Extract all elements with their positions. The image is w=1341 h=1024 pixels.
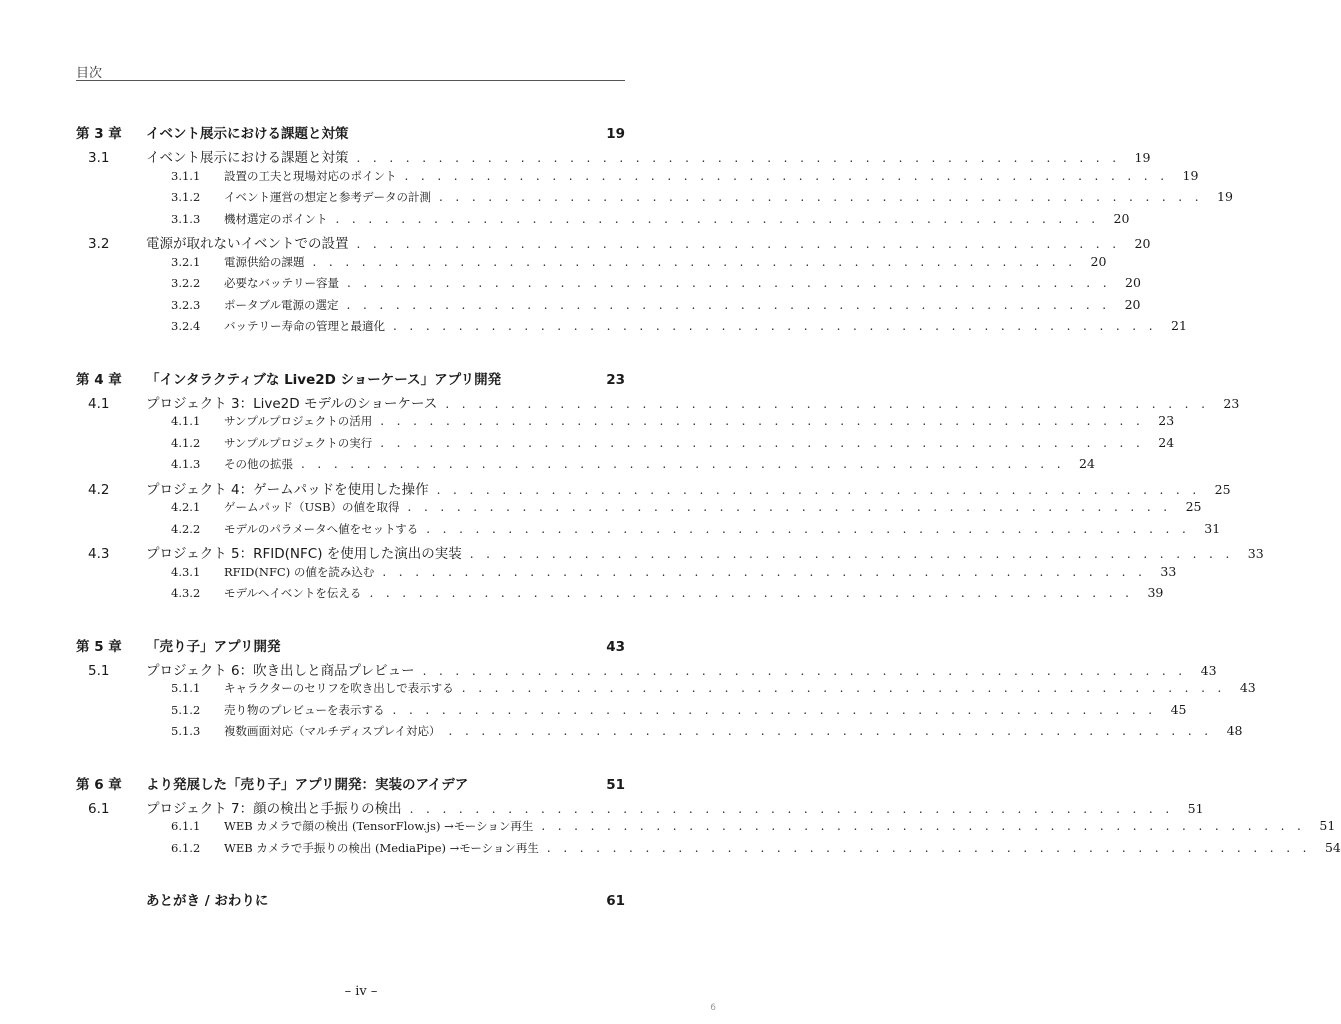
chapter-page: 19 bbox=[606, 126, 625, 142]
subsection-number: 3.1.1 bbox=[171, 168, 201, 183]
subsection-page: 33 bbox=[1160, 563, 1177, 579]
toc-subsection-entry[interactable] bbox=[76, 210, 1130, 233]
toc-subsection-entry[interactable] bbox=[76, 318, 1187, 340]
subsection-title: 売り物のプレビューを表示する bbox=[224, 702, 385, 717]
toc-chapter-entry[interactable] bbox=[76, 368, 625, 392]
chapter-title: 「売り子」アプリ開発 bbox=[146, 638, 281, 655]
subsection-title: キャラクターのセリフを吹き出しで表示する bbox=[224, 681, 454, 695]
subsection-number: 3.1.3 bbox=[171, 211, 201, 226]
toc-subsection-entry[interactable] bbox=[76, 818, 1336, 840]
subsection-page: 24 bbox=[1079, 456, 1095, 471]
toc-subsection-entry[interactable] bbox=[76, 499, 1202, 521]
chapter-number: 第 4 章 bbox=[76, 371, 122, 388]
subsection-page: 21 bbox=[1171, 318, 1187, 333]
subsection-title: 機材選定のポイント bbox=[224, 211, 328, 226]
subsection-number: 3.2.2 bbox=[171, 276, 201, 290]
section-number: 5.1 bbox=[88, 662, 110, 679]
subsection-title: RFID(NFC) の値を読み込む bbox=[224, 564, 375, 579]
chapter-page: 51 bbox=[606, 776, 625, 793]
subsection-page: 24 bbox=[1158, 434, 1175, 450]
chapter-page: 61 bbox=[606, 893, 625, 909]
toc-subsection-entry[interactable] bbox=[76, 701, 1187, 724]
section-page: 19 bbox=[1134, 150, 1151, 165]
page-number: – iv – bbox=[344, 984, 378, 999]
subsection-title: 複数画面対応（マルチディスプレイ対応） bbox=[224, 724, 441, 738]
section-page: 25 bbox=[1214, 481, 1231, 497]
subsection-number: 6.1.2 bbox=[171, 840, 201, 855]
section-number: 4.3 bbox=[88, 546, 110, 562]
section-title: プロジェクト 6：吹き出しと商品プレビュー bbox=[146, 662, 415, 679]
table-of-contents bbox=[76, 122, 1341, 913]
section-title: プロジェクト 4：ゲームパッドを使用した操作 bbox=[146, 481, 429, 498]
subsection-page: 45 bbox=[1170, 701, 1187, 717]
toc-subsection-entry[interactable] bbox=[76, 189, 1233, 211]
subsection-title: WEB カメラで顔の検出 (TensorFlow.js) →モーション再生 bbox=[224, 819, 534, 833]
section-page: 20 bbox=[1134, 236, 1151, 251]
subsection-number: 5.1.1 bbox=[171, 681, 201, 695]
toc-section-entry[interactable] bbox=[76, 478, 1231, 500]
toc-section-entry[interactable] bbox=[76, 797, 1204, 819]
section-title: プロジェクト 7：顔の検出と手振りの検出 bbox=[146, 800, 402, 817]
section-page: 51 bbox=[1187, 800, 1204, 816]
toc-section-entry[interactable] bbox=[76, 232, 1151, 254]
dot-leader: . . . . . . . . . . . . . . . . . . . . . . . . . . . . . . . . . . . . . . . . . . . . . . . bbox=[445, 396, 1210, 411]
dot-leader: . . . . . . . . . . . . . . . . . . . . . . . . . . . . . . . . . . . . . . . . . . . . . . . bbox=[301, 457, 1065, 471]
dot-leader: . . . . . . . . . . . . . . . . . . . . . . . . . . . . . . . . . . . . . . . . . . . . . . . bbox=[382, 564, 1147, 579]
chapter-title: より発展した「売り子」アプリ開発：実装のアイデア bbox=[146, 776, 469, 793]
subsection-number: 4.1.2 bbox=[171, 435, 201, 450]
subsection-number: 6.1.1 bbox=[171, 819, 201, 833]
toc-subsection-entry[interactable] bbox=[76, 413, 1175, 435]
dot-leader: . . . . . . . . . . . . . . . . . . . . . . . . . . . . . . . . . . . . . . . . . . . . . . . bbox=[404, 168, 1169, 183]
section-title: プロジェクト 3：Live2D モデルのショーケース bbox=[146, 395, 438, 412]
toc-chapter-entry[interactable] bbox=[76, 773, 625, 797]
subsection-title: サンプルプロジェクトの実行 bbox=[224, 435, 373, 450]
subsection-number: 3.2.3 bbox=[171, 297, 201, 312]
toc-subsection-entry[interactable] bbox=[76, 456, 1095, 478]
subsection-number: 4.1.3 bbox=[171, 457, 201, 471]
subsection-title: 電源供給の課題 bbox=[224, 254, 305, 269]
dot-leader: . . . . . . . . . . . . . . . . . . . . . . . . . . . . . . . . . . . . . . . . . . . . . . . bbox=[392, 702, 1157, 717]
subsection-number: 3.2.4 bbox=[171, 319, 201, 333]
dot-leader: . . . . . . . . . . . . . . . . . . . . . . . . . . . . . . . . . . . . . . . . . . . . . . . bbox=[346, 297, 1111, 312]
subsection-title: バッテリー寿命の管理と最適化 bbox=[224, 319, 385, 333]
toc-subsection-entry[interactable] bbox=[76, 434, 1175, 457]
section-page: 33 bbox=[1247, 546, 1264, 561]
section-number: 4.1 bbox=[88, 395, 110, 412]
subsection-page: 19 bbox=[1217, 189, 1233, 204]
dot-leader: . . . . . . . . . . . . . . . . . . . . . . . . . . . . . . . . . . . . . . . . . . . . . . . bbox=[409, 801, 1174, 816]
dot-leader: . . . . . . . . . . . . . . . . . . . . . . . . . . . . . . . . . . . . . . . . . . . . . . . bbox=[356, 237, 1121, 251]
toc-section-entry[interactable] bbox=[76, 659, 1217, 681]
dot-leader: . . . . . . . . . . . . . . . . . . . . . . . . . . . . . . . . . . . . . . . . . . . . . . . bbox=[312, 254, 1077, 269]
subsection-number: 4.2.1 bbox=[171, 500, 201, 514]
toc-subsection-entry[interactable] bbox=[76, 296, 1141, 319]
dot-leader: . . . . . . . . . . . . . . . . . . . . . . . . . . . . . . . . . . . . . . . . . . . . . . . bbox=[380, 435, 1145, 450]
toc-subsection-entry[interactable] bbox=[76, 585, 1164, 607]
toc-subsection-entry[interactable] bbox=[76, 275, 1141, 297]
dot-leader: . . . . . . . . . . . . . . . . . . . . . . . . . . . . . . . . . . . . . . . . . . . . . . . bbox=[393, 319, 1157, 333]
dot-leader: . . . . . . . . . . . . . . . . . . . . . . . . . . . . . . . . . . . . . . . . . . . . . . . bbox=[426, 521, 1191, 536]
subsection-title: WEB カメラで手振りの検出 (MediaPipe) →モーション再生 bbox=[224, 840, 539, 855]
subsection-page: 20 bbox=[1090, 253, 1107, 269]
subsection-number: 5.1.3 bbox=[171, 724, 201, 738]
dot-leader: . . . . . . . . . . . . . . . . . . . . . . . . . . . . . . . . . . . . . . . . . . . . . . . bbox=[407, 500, 1172, 514]
subsection-page: 31 bbox=[1204, 520, 1221, 536]
running-header: 目次 bbox=[76, 66, 103, 81]
dot-leader: . . . . . . . . . . . . . . . . . . . . . . . . . . . . . . . . . . . . . . . . . . . . . . . bbox=[380, 414, 1145, 428]
subsection-page: 20 bbox=[1113, 210, 1130, 226]
subsection-page: 48 bbox=[1226, 723, 1243, 738]
dot-leader: . . . . . . . . . . . . . . . . . . . . . . . . . . . . . . . . . . . . . . . . . . . . . . . bbox=[541, 819, 1306, 833]
corner-page-number: 6 bbox=[710, 1003, 716, 1013]
chapter-title: 「インタラクティブな Live2D ショーケース」アプリ開発 bbox=[146, 371, 502, 388]
chapter-number: 第 5 章 bbox=[76, 638, 122, 655]
subsection-title: サンプルプロジェクトの活用 bbox=[224, 414, 373, 428]
subsection-title: ポータブル電源の選定 bbox=[224, 297, 339, 312]
subsection-number: 4.1.1 bbox=[171, 414, 201, 428]
subsection-page: 19 bbox=[1182, 167, 1199, 183]
dot-leader: . . . . . . . . . . . . . . . . . . . . . . . . . . . . . . . . . . . . . . . . . . . . . . . bbox=[448, 724, 1213, 738]
section-number: 6.1 bbox=[88, 800, 110, 817]
toc-subsection-entry[interactable] bbox=[76, 253, 1107, 276]
subsection-page: 23 bbox=[1158, 413, 1175, 428]
toc-subsection-entry[interactable] bbox=[76, 167, 1199, 190]
dot-leader: . . . . . . . . . . . . . . . . . . . . . . . . . . . . . . . . . . . . . . . . . . . . . . . bbox=[546, 840, 1311, 855]
subsection-title: イベント運営の想定と参考データの計測 bbox=[224, 190, 431, 204]
subsection-page: 20 bbox=[1124, 296, 1141, 312]
subsection-title: 必要なバッテリー容量 bbox=[224, 276, 339, 290]
dot-leader: . . . . . . . . . . . . . . . . . . . . . . . . . . . . . . . . . . . . . . . . . . . . . . . bbox=[439, 190, 1203, 204]
section-number: 4.2 bbox=[88, 481, 110, 498]
chapter-page: 43 bbox=[606, 638, 625, 655]
subsection-title: その他の拡張 bbox=[224, 457, 293, 471]
subsection-title: 設置の工夫と現場対応のポイント bbox=[224, 168, 397, 183]
toc-section-entry[interactable] bbox=[76, 146, 1151, 168]
subsection-number: 4.2.2 bbox=[171, 521, 201, 536]
section-title: プロジェクト 5：RFID(NFC) を使用した演出の実装 bbox=[146, 546, 462, 562]
section-number: 3.2 bbox=[88, 236, 110, 252]
subsection-page: 51 bbox=[1319, 818, 1336, 833]
dot-leader: . . . . . . . . . . . . . . . . . . . . . . . . . . . . . . . . . . . . . . . . . . . . . . . bbox=[347, 276, 1111, 290]
section-title: イベント展示における課題と対策 bbox=[146, 150, 349, 166]
subsection-number: 5.1.2 bbox=[171, 702, 201, 717]
toc-subsection-entry[interactable] bbox=[76, 680, 1256, 702]
subsection-title: モデルへイベントを伝える bbox=[224, 586, 362, 600]
section-number: 3.1 bbox=[88, 150, 110, 166]
chapter-title: あとがき / おわりに bbox=[146, 893, 269, 909]
subsection-page: 39 bbox=[1147, 585, 1164, 600]
dot-leader: . . . . . . . . . . . . . . . . . . . . . . . . . . . . . . . . . . . . . . . . . . . . . . . bbox=[369, 586, 1134, 600]
subsection-page: 43 bbox=[1239, 680, 1256, 695]
subsection-title: モデルのパラメータへ値をセットする bbox=[224, 521, 419, 536]
toc-subsection-entry[interactable] bbox=[76, 520, 1221, 543]
subsection-number: 4.3.1 bbox=[171, 564, 201, 579]
dot-leader: . . . . . . . . . . . . . . . . . . . . . . . . . . . . . . . . . . . . . . . . . . . . . . . bbox=[356, 151, 1121, 165]
section-page: 23 bbox=[1223, 395, 1240, 411]
subsection-page: 54 bbox=[1324, 839, 1341, 855]
toc-subsection-entry[interactable] bbox=[76, 723, 1243, 745]
subsection-number: 4.3.2 bbox=[171, 586, 201, 600]
subsection-page: 25 bbox=[1185, 499, 1202, 514]
subsection-page: 20 bbox=[1125, 275, 1141, 290]
subsection-number: 3.2.1 bbox=[171, 254, 201, 269]
chapter-number: 第 3 章 bbox=[76, 126, 122, 142]
chapter-page: 23 bbox=[606, 371, 625, 388]
header-rule bbox=[76, 80, 625, 81]
section-title: 電源が取れないイベントでの設置 bbox=[146, 236, 349, 252]
dot-leader: . . . . . . . . . . . . . . . . . . . . . . . . . . . . . . . . . . . . . . . . . . . . . . . bbox=[422, 663, 1187, 678]
toc-section-entry[interactable] bbox=[76, 542, 1264, 564]
dot-leader: . . . . . . . . . . . . . . . . . . . . . . . . . . . . . . . . . . . . . . . . . . . . . . . bbox=[461, 681, 1226, 695]
chapter-title: イベント展示における課題と対策 bbox=[146, 126, 349, 142]
dot-leader: . . . . . . . . . . . . . . . . . . . . . . . . . . . . . . . . . . . . . . . . . . . . . . . bbox=[335, 211, 1100, 226]
toc-chapter-entry[interactable] bbox=[76, 635, 625, 659]
dot-leader: . . . . . . . . . . . . . . . . . . . . . . . . . . . . . . . . . . . . . . . . . . . . . . . bbox=[469, 547, 1234, 561]
toc-subsection-entry[interactable] bbox=[76, 839, 1341, 862]
section-page: 43 bbox=[1200, 662, 1217, 678]
toc-chapter-entry[interactable] bbox=[76, 889, 625, 913]
subsection-number: 3.1.2 bbox=[171, 190, 201, 204]
chapter-number: 第 6 章 bbox=[76, 776, 122, 793]
toc-chapter-entry[interactable] bbox=[76, 122, 625, 146]
subsection-title: ゲームパッド（USB）の値を取得 bbox=[224, 500, 400, 514]
toc-section-entry[interactable] bbox=[76, 392, 1240, 414]
dot-leader: . . . . . . . . . . . . . . . . . . . . . . . . . . . . . . . . . . . . . . . . . . . . . . . bbox=[436, 482, 1201, 497]
toc-subsection-entry[interactable] bbox=[76, 563, 1177, 586]
